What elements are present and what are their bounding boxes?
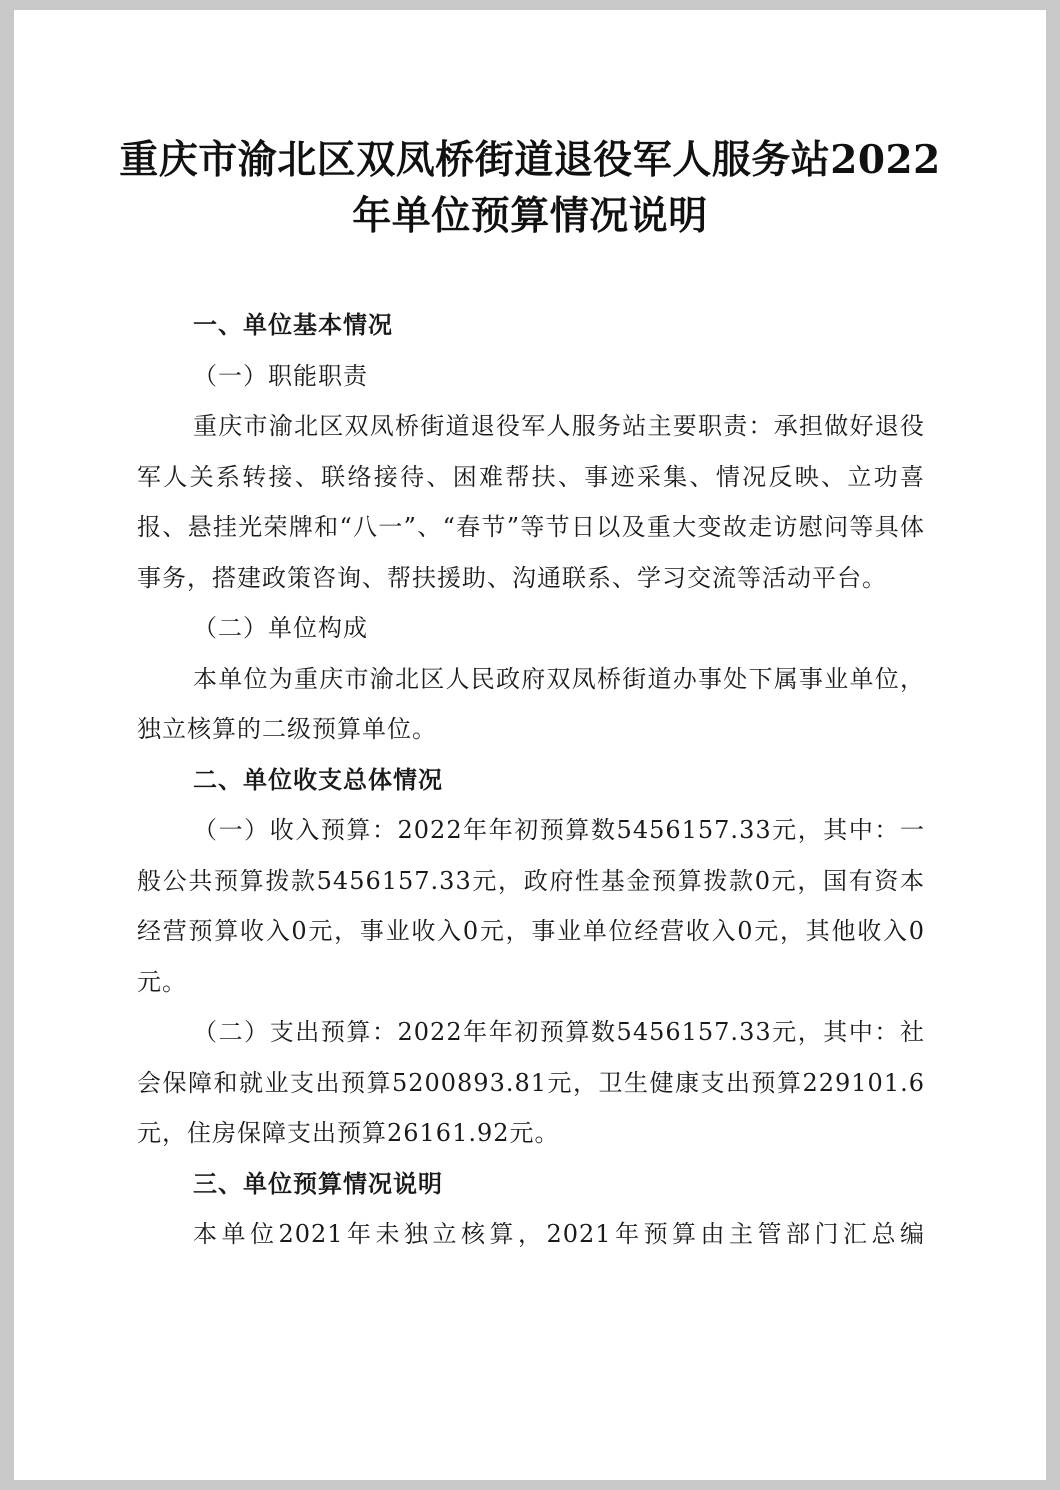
section-2-income-paragraph: （一）收入预算：2022年年初预算数5456157.33元，其中：一般公共预算拨款5456157.33元，政府性基金预算拨款0元，国有资本经营预算收入0元，事业收入0元，事业单位经营收入0元，其他收入0元。 — [137, 816, 925, 996]
title-line-2: 年单位预算情况说明 — [352, 193, 708, 239]
section-1-duties-paragraph: 重庆市渝北区双凤桥街道退役军人服务站主要职责：承担做好退役军人关系转接、联络接待、困难帮扶、事迹采集、情况反映、立功喜报、悬挂光荣牌和“八一”、“春节”等节日以及重大变故走访慰问等具体事务，搭建政策咨询、帮扶援助、沟通联系、学习交流等活动平台。 — [137, 412, 925, 592]
section-2-expense-paragraph: （二）支出预算：2022年年初预算数5456157.33元，其中：社会保障和就业支出预算5200893.81元，卫生健康支出预算229101.6元，住房保障支出预算26161.92元。 — [137, 1018, 925, 1147]
section-2-heading: 二、单位收支总体情况 — [193, 765, 443, 794]
document-body — [137, 300, 925, 1260]
section-3-heading: 三、单位预算情况说明 — [193, 1169, 443, 1198]
section-1-heading: 一、单位基本情况 — [193, 311, 393, 339]
section-3-paragraph: 本单位2021年未独立核算，2021年预算由主管部门汇总编 — [193, 1220, 925, 1248]
document-title — [0, 132, 1060, 244]
title-line-1: 重庆市渝北区双凤桥街道退役军人服务站2022 — [119, 137, 941, 183]
section-1-subheading-duties: （一）职能职责 — [193, 361, 368, 390]
section-1-composition-paragraph: 本单位为重庆市渝北区人民政府双凤桥街道办事处下属事业单位，独立核算的二级预算单位。 — [137, 664, 925, 743]
section-1-subheading-composition: （二）单位构成 — [193, 614, 368, 642]
